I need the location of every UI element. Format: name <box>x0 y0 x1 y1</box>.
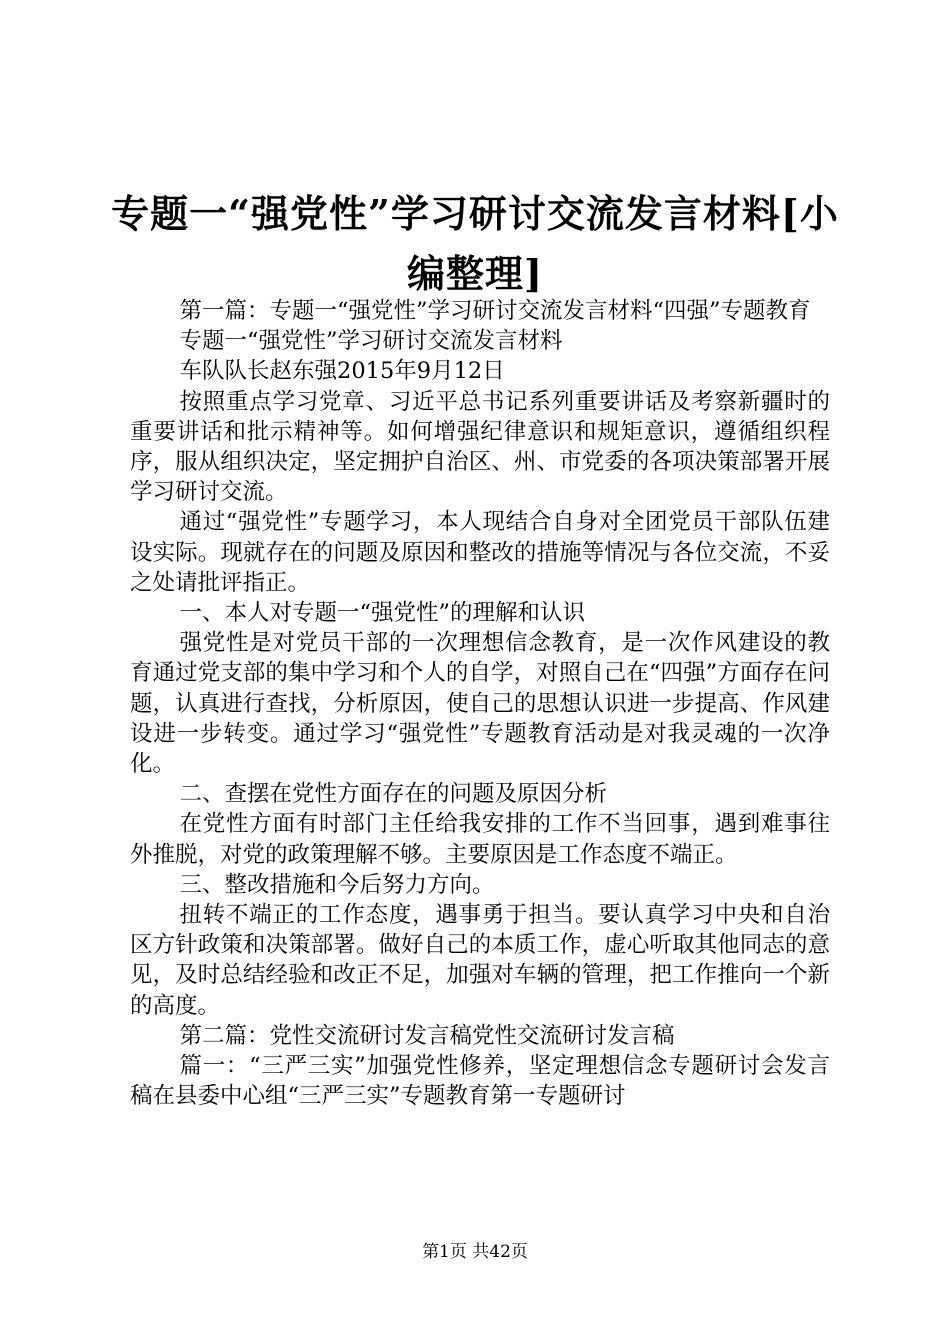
paragraph: 通过“强党性”专题学习，本人现结合自身对全团党员干部队伍建设实际。现就存在的问题及原因和整改的措施等情况与各位交流，不妥之处请批评指正。 <box>130 509 830 596</box>
paragraph: 车队队长赵东强2015年9月12日 <box>179 358 505 385</box>
document-title: 专题一“强党性”学习研讨交流发言材料[小编整理] <box>111 191 839 296</box>
section-heading: 三、整改措施和今后努力方向。 <box>179 871 495 898</box>
paragraph: 扭转不端正的工作态度，遇事勇于担当。要认真学习中央和自治区方针政策和决策部署。做好自己的本质工作，虚心听取其他同志的意见，及时总结经验和改正不足，加强对车辆的管理，把工作推向一个新的高度。 <box>130 902 830 1019</box>
section-heading: 二、查摆在党性方面存在的问题及原因分析 <box>179 781 608 808</box>
page-number: 第1页 共42页 <box>422 1242 528 1262</box>
paragraph: 专题一“强党性”学习研讨交流发言材料 <box>179 328 563 355</box>
paragraph: 在党性方面有时部门主任给我安排的工作不当回事，遇到难事往外推脱，对党的政策理解不够。主要原因是工作态度不端正。 <box>130 811 830 868</box>
section-heading: 一、本人对专题一“强党性”的理解和认识 <box>179 600 586 627</box>
paragraph: 第二篇：党性交流研讨发言稿党性交流研讨发言稿 <box>179 1022 675 1049</box>
paragraph: 篇一：“三严三实”加强党性修养，坚定理想信念专题研讨会发言稿在县委中心组“三严三实”专题教育第一专题研讨 <box>130 1053 830 1110</box>
paragraph: 强党性是对党员干部的一次理想信念教育，是一次作风建设的教育通过党支部的集中学习和个人的自学，对照自己在“四强”方面存在问题，认真进行查找，分析原因，使自己的思想认识进一步提高、作风建设进一步转变。通过学习“强党性”专题教育活动是对我灵魂的一次净化。 <box>130 630 830 778</box>
page-footer <box>0 1240 950 1264</box>
paragraph: 按照重点学习党章、习近平总书记系列重要讲话及考察新疆时的重要讲话和批示精神等。如何增强纪律意识和规矩意识，遵循组织程序，服从组织决定，坚定拥护自治区、州、市党委的各项决策部署开展学习研讨交流。 <box>130 388 830 506</box>
document-body <box>130 296 830 1111</box>
paragraph: 第一篇：专题一“强党性”学习研讨交流发言材料“四强”专题教育 <box>179 298 811 324</box>
